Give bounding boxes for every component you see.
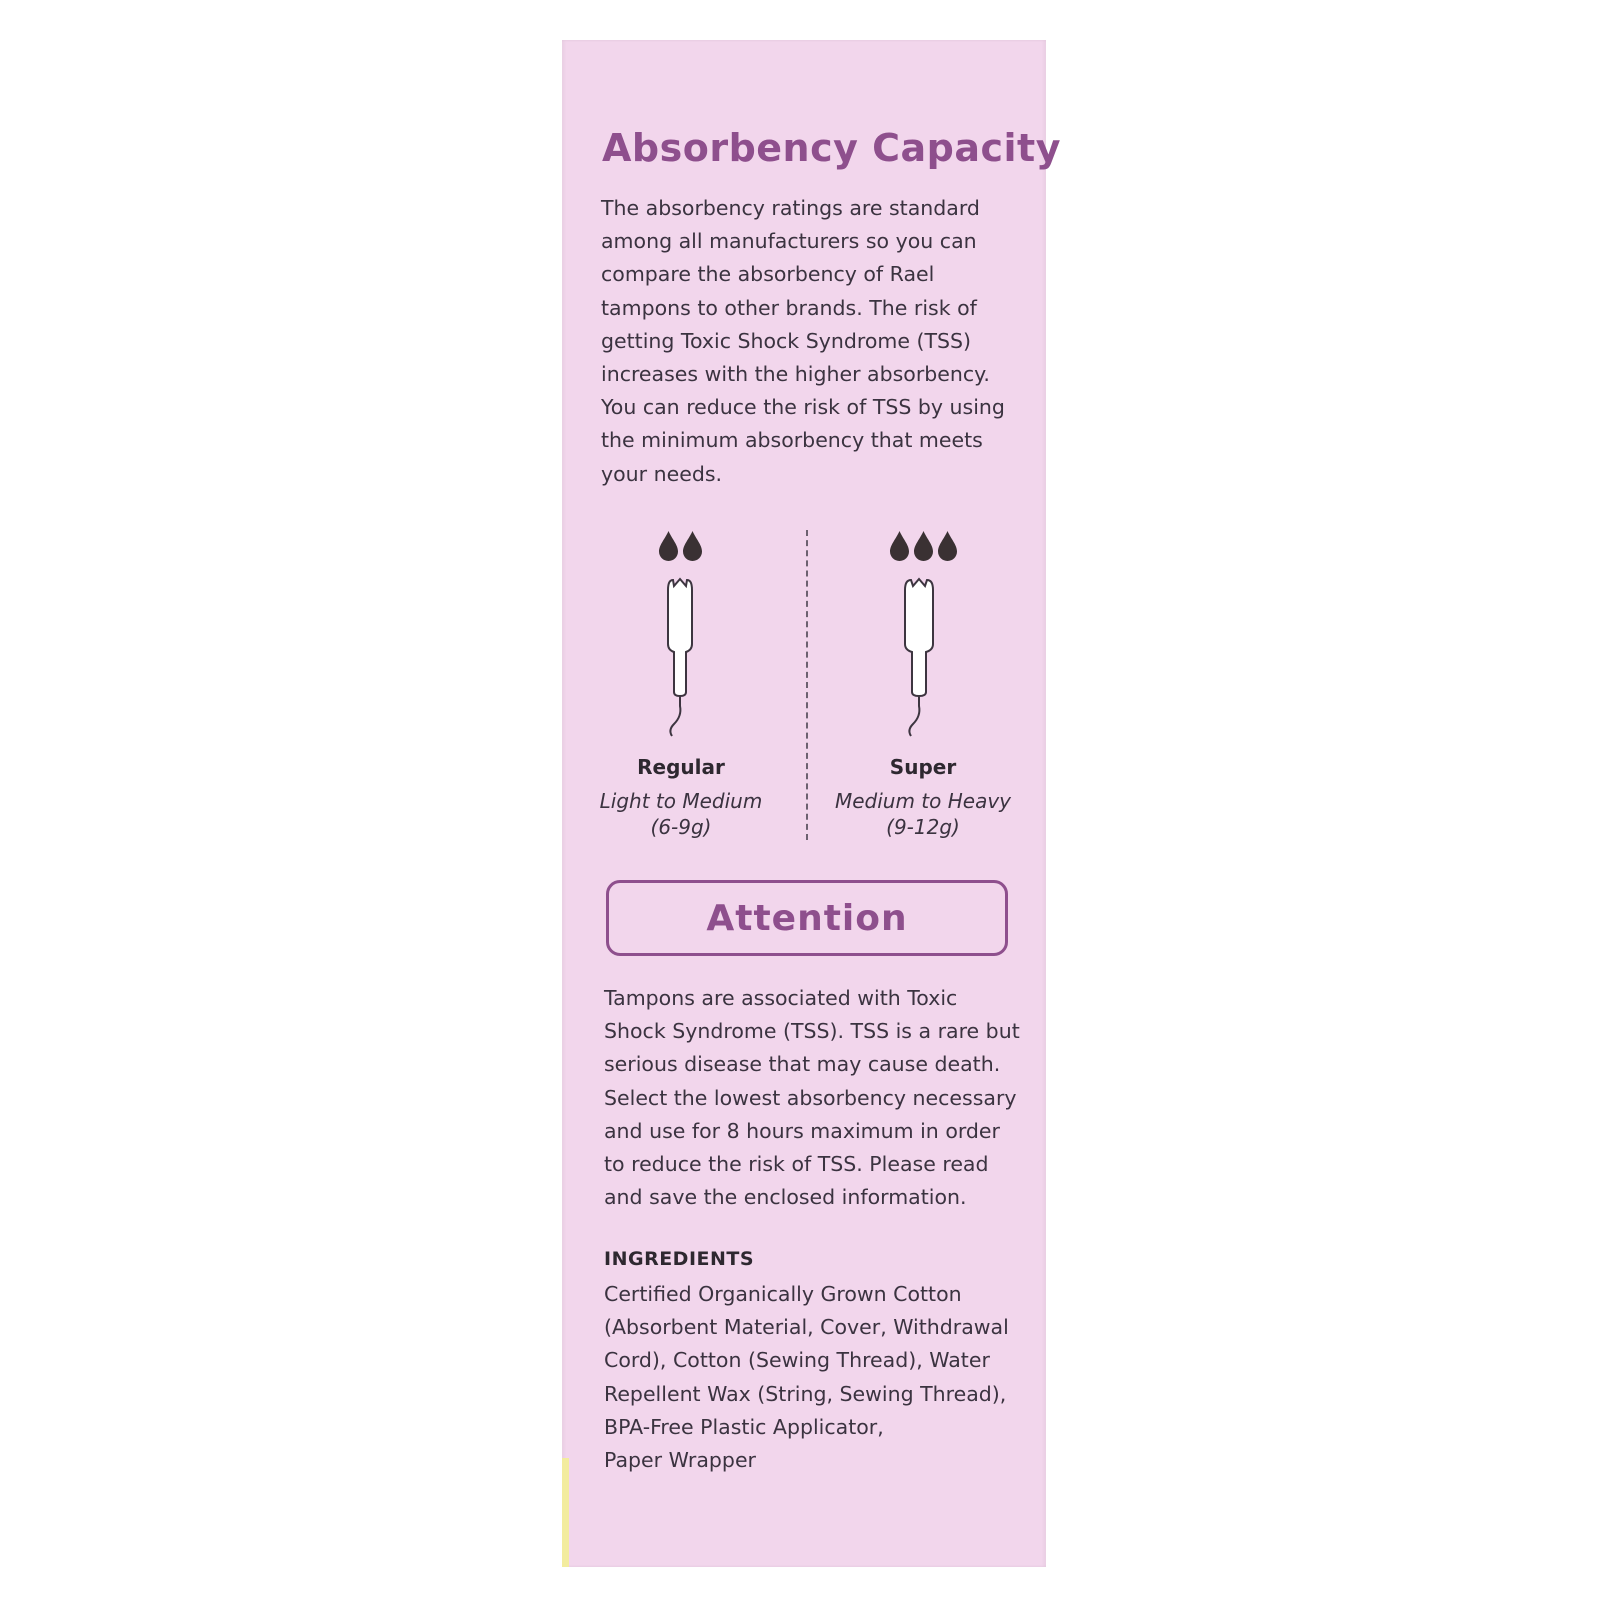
attention-banner bbox=[606, 880, 1008, 956]
attention-title: Attention bbox=[706, 897, 908, 939]
drop-icon bbox=[657, 530, 680, 562]
super-label: Super bbox=[889, 755, 957, 779]
drop-icon bbox=[936, 530, 959, 562]
drop-icon bbox=[912, 530, 935, 562]
regular-description: Light to Medium (6-9g) bbox=[599, 789, 763, 839]
super-tampon-icon bbox=[899, 576, 939, 741]
super-drops bbox=[888, 530, 959, 562]
regular-label: Regular bbox=[637, 755, 725, 779]
attention-warning-text: Tampons are associated with Toxic Shock Syndrome (TSS). TSS is a rare but serious disease that may cause death. Select the lowest absorbency necessary and use for 8 hours maximum in order to reduce the risk of TSS. Please read and save the enclosed information. bbox=[604, 986, 1020, 1210]
regular-drops bbox=[657, 530, 704, 562]
super-description: Medium to Heavy (9-12g) bbox=[834, 789, 1012, 839]
ingredients-list: Certified Organically Grown Cotton (Absorbent Material, Cover, Withdrawal Cord), Cotton (Sewing Thread), Water Repellent Wax (String, Sewing Thread), BPA-Free Plastic Applicator, Paper Wrapper bbox=[604, 1282, 1009, 1473]
ingredients-heading: INGREDIENTS bbox=[604, 1248, 755, 1270]
drop-icon bbox=[681, 530, 704, 562]
absorbency-heading: Absorbency Capacity bbox=[602, 126, 1061, 170]
regular-tampon-icon bbox=[660, 576, 700, 741]
package-edge-strip bbox=[562, 1458, 569, 1567]
absorbency-description: The absorbency ratings are standard among all manufacturers so you can compare the absorbency of Rael tampons to other brands. The risk of getting Toxic Shock Syndrome (TSS) increases with the higher absorbency. You can reduce the risk of TSS by using the minimum absorbency that meets your needs. bbox=[601, 196, 1005, 486]
drop-icon bbox=[888, 530, 911, 562]
